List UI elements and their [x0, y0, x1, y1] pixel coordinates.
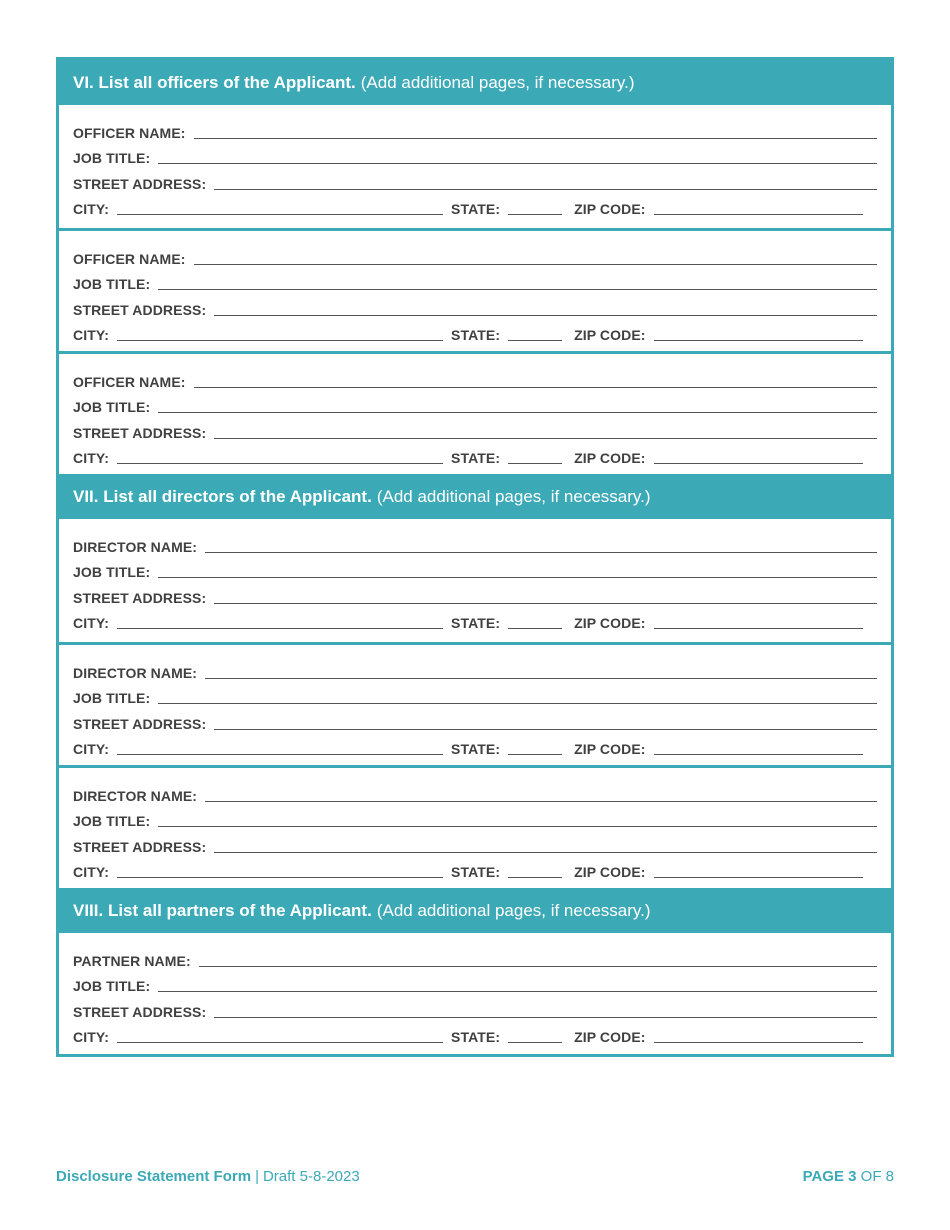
partner-name-field[interactable]	[199, 953, 877, 967]
footer-form-info	[56, 1168, 360, 1185]
city-field[interactable]	[117, 864, 443, 878]
officer-name-label: OFFICER NAME:	[73, 250, 186, 267]
street-address-label: STREET ADDRESS:	[73, 715, 207, 732]
footer-separator: |	[255, 1168, 259, 1185]
zip-code-field[interactable]	[654, 1029, 863, 1043]
officer-name-label: OFFICER NAME:	[73, 373, 186, 390]
director-name-field[interactable]	[205, 788, 877, 802]
city-label: CITY:	[73, 327, 110, 344]
job-title-label: JOB TITLE:	[73, 690, 151, 707]
section-header-officers	[59, 60, 891, 105]
job-title-field[interactable]	[158, 276, 877, 290]
state-label: STATE:	[451, 201, 501, 218]
director-entry-1	[59, 519, 891, 642]
director-entry-3	[59, 765, 891, 888]
director-name-field[interactable]	[205, 665, 877, 679]
partner-name-label: PARTNER NAME:	[73, 952, 191, 969]
state-field[interactable]	[508, 741, 562, 755]
section-title: VII. List all directors of the Applicant.	[73, 486, 372, 506]
officer-entry-2	[59, 228, 891, 351]
state-label: STATE:	[451, 450, 501, 467]
street-address-label: STREET ADDRESS:	[73, 301, 207, 318]
zip-code-label: ZIP CODE:	[574, 450, 646, 467]
section-header-partners	[59, 888, 891, 933]
street-address-field[interactable]	[214, 425, 877, 439]
section-note: (Add additional pages, if necessary.)	[376, 486, 651, 506]
street-address-field[interactable]	[214, 590, 877, 604]
footer-page-word: PAGE	[802, 1168, 844, 1185]
section-note: (Add additional pages, if necessary.)	[360, 72, 635, 92]
disclosure-form	[56, 57, 894, 1057]
street-address-field[interactable]	[214, 716, 877, 730]
job-title-field[interactable]	[158, 399, 877, 413]
state-label: STATE:	[451, 741, 501, 758]
director-name-label: DIRECTOR NAME:	[73, 538, 198, 555]
street-address-field[interactable]	[214, 839, 877, 853]
state-label: STATE:	[451, 615, 501, 632]
zip-code-label: ZIP CODE:	[574, 864, 646, 881]
section-title: VI. List all officers of the Applicant.	[73, 72, 356, 92]
officer-name-field[interactable]	[194, 374, 877, 388]
state-field[interactable]	[508, 1029, 562, 1043]
job-title-label: JOB TITLE:	[73, 978, 151, 995]
city-label: CITY:	[73, 615, 110, 632]
zip-code-label: ZIP CODE:	[574, 327, 646, 344]
street-address-field[interactable]	[214, 1004, 877, 1018]
job-title-field[interactable]	[158, 813, 877, 827]
city-field[interactable]	[117, 201, 443, 215]
state-label: STATE:	[451, 864, 501, 881]
state-field[interactable]	[508, 864, 562, 878]
job-title-label: JOB TITLE:	[73, 813, 151, 830]
job-title-label: JOB TITLE:	[73, 564, 151, 581]
zip-code-field[interactable]	[654, 201, 863, 215]
city-field[interactable]	[117, 450, 443, 464]
director-name-label: DIRECTOR NAME:	[73, 664, 198, 681]
state-field[interactable]	[508, 615, 562, 629]
officer-name-field[interactable]	[194, 125, 877, 139]
street-address-field[interactable]	[214, 302, 877, 316]
state-field[interactable]	[508, 327, 562, 341]
officer-entry-3	[59, 351, 891, 474]
director-name-label: DIRECTOR NAME:	[73, 787, 198, 804]
city-label: CITY:	[73, 864, 110, 881]
zip-code-label: ZIP CODE:	[574, 615, 646, 632]
street-address-label: STREET ADDRESS:	[73, 1003, 207, 1020]
state-field[interactable]	[508, 201, 562, 215]
job-title-label: JOB TITLE:	[73, 150, 151, 167]
footer-page-number: 3	[848, 1168, 857, 1185]
street-address-label: STREET ADDRESS:	[73, 175, 207, 192]
zip-code-field[interactable]	[654, 327, 863, 341]
footer-draft-date: Draft 5-8-2023	[262, 1168, 360, 1185]
city-label: CITY:	[73, 450, 110, 467]
city-field[interactable]	[117, 1029, 443, 1043]
street-address-label: STREET ADDRESS:	[73, 424, 207, 441]
zip-code-field[interactable]	[654, 864, 863, 878]
state-label: STATE:	[451, 327, 501, 344]
street-address-label: STREET ADDRESS:	[73, 838, 207, 855]
city-field[interactable]	[117, 741, 443, 755]
section-header-directors	[59, 474, 891, 519]
city-label: CITY:	[73, 741, 110, 758]
page-footer	[56, 1168, 894, 1185]
director-entry-2	[59, 642, 891, 765]
zip-code-label: ZIP CODE:	[574, 201, 646, 218]
state-label: STATE:	[451, 1029, 501, 1046]
zip-code-field[interactable]	[654, 615, 863, 629]
footer-page-info	[803, 1168, 894, 1185]
job-title-field[interactable]	[158, 564, 877, 578]
zip-code-label: ZIP CODE:	[574, 1029, 646, 1046]
section-title: VIII. List all partners of the Applicant.	[73, 900, 372, 920]
city-field[interactable]	[117, 615, 443, 629]
job-title-field[interactable]	[158, 978, 877, 992]
city-label: CITY:	[73, 201, 110, 218]
footer-form-name: Disclosure Statement Form	[56, 1168, 252, 1185]
zip-code-label: ZIP CODE:	[574, 741, 646, 758]
officer-name-field[interactable]	[194, 251, 877, 265]
footer-page-total: OF 8	[860, 1168, 894, 1185]
section-note: (Add additional pages, if necessary.)	[376, 900, 651, 920]
job-title-label: JOB TITLE:	[73, 399, 151, 416]
partner-entry-1	[59, 933, 891, 1054]
director-name-field[interactable]	[205, 539, 877, 553]
officer-entry-1	[59, 105, 891, 228]
job-title-field[interactable]	[158, 150, 877, 164]
zip-code-field[interactable]	[654, 741, 863, 755]
officer-name-label: OFFICER NAME:	[73, 124, 186, 141]
state-field[interactable]	[508, 450, 562, 464]
job-title-label: JOB TITLE:	[73, 276, 151, 293]
street-address-label: STREET ADDRESS:	[73, 589, 207, 606]
street-address-field[interactable]	[214, 176, 877, 190]
zip-code-field[interactable]	[654, 450, 863, 464]
city-field[interactable]	[117, 327, 443, 341]
job-title-field[interactable]	[158, 690, 877, 704]
city-label: CITY:	[73, 1029, 110, 1046]
